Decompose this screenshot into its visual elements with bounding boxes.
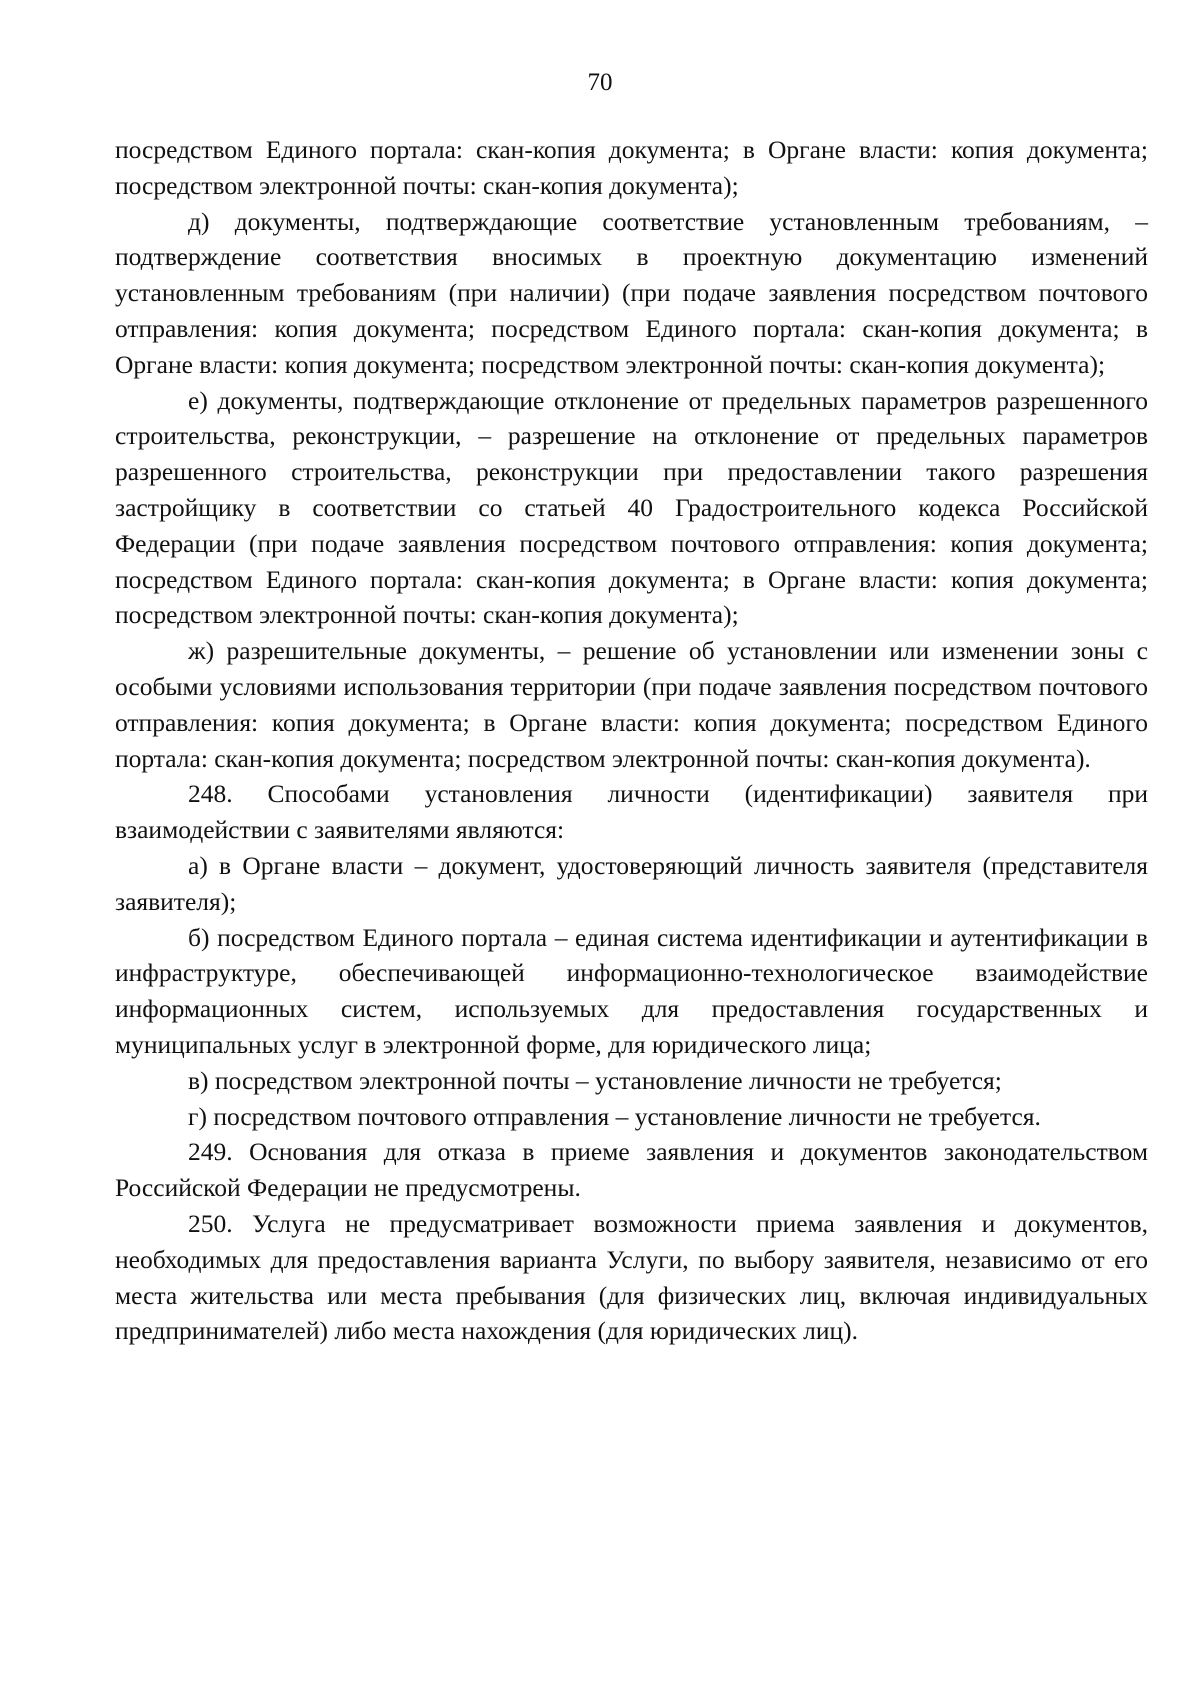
paragraph-item-v: в) посредством электронной почты – установление личности не требуется; xyxy=(188,1065,1002,1095)
paragraph-continuation: посредством Единого портала: скан-копия документа; в Органе власти: копия документа; посредством электронной почты: скан-копия документа); xyxy=(115,135,1148,200)
paragraph-250: 250. Услуга не предусматривает возможности приема заявления и документов, необходимых для предоставления варианта Услуги, по выбору заявителя, независимо от его места жительства или места пребывания (для физических лиц, включая индивидуальных предпринимателей) либо места нахождения (для юридических лиц). xyxy=(115,1208,1148,1346)
paragraph-item-a: а) в Органе власти – документ, удостоверяющий личность заявителя (представителя заявителя); xyxy=(115,850,1148,916)
paragraph-item-e: е) документы, подтверждающие отклонение от предельных параметров разрешенного строительства, реконструкции, – разрешение на отклонение от предельных параметров разрешенного строительства, реконструкции при предоставлении такого разрешения застройщику в соответствии со статьей 40 Градостроительного кодекса Российской Федерации (при подаче заявления посредством почтового отправления: копия документа; посредством Единого портала: скан-копия документа; в Органе власти: копия документа; посредством электронной почты: скан-копия документа); xyxy=(115,385,1148,630)
page-number: 70 xyxy=(587,69,613,96)
paragraph-item-zh: ж) разрешительные документы, – решение об установлении или изменении зоны с особыми условиями использования территории (при подаче заявления посредством почтового отправления: копия документа; в Органе власти: копия документа; посредством Единого портала: скан-копия документа; посредством электронной почты: скан-копия документа). xyxy=(115,636,1148,773)
paragraph-248: 248. Способами установления личности (идентификации) заявителя при взаимодействии с заявителями являются: xyxy=(115,779,1148,845)
paragraph-item-b: б) посредством Единого портала – единая система идентификации и аутентификации в инфраструктуре, обеспечивающей информационно-технологическое взаимодействие информационных систем, используемых для предоставления государственных и муниципальных услуг в электронной форме, для юридического лица; xyxy=(115,922,1148,1059)
paragraph-item-g: г) посредством почтового отправления – установление личности не требуется. xyxy=(188,1101,1041,1131)
document-body xyxy=(115,132,1148,1349)
paragraph-249: 249. Основания для отказа в приеме заявления и документов законодательством Российской Федерации не предусмотрены. xyxy=(115,1137,1148,1203)
paragraph-item-d: д) документы, подтверждающие соответствие установленным требованиям, – подтверждение соответствия вносимых в проектную документацию изменений установленным требованиям (при наличии) (при подаче заявления посредством почтового отправления: копия документа; посредством Единого портала: скан-копия документа; в Органе власти: копия документа; посредством электронной почты: скан-копия документа); xyxy=(115,206,1148,379)
